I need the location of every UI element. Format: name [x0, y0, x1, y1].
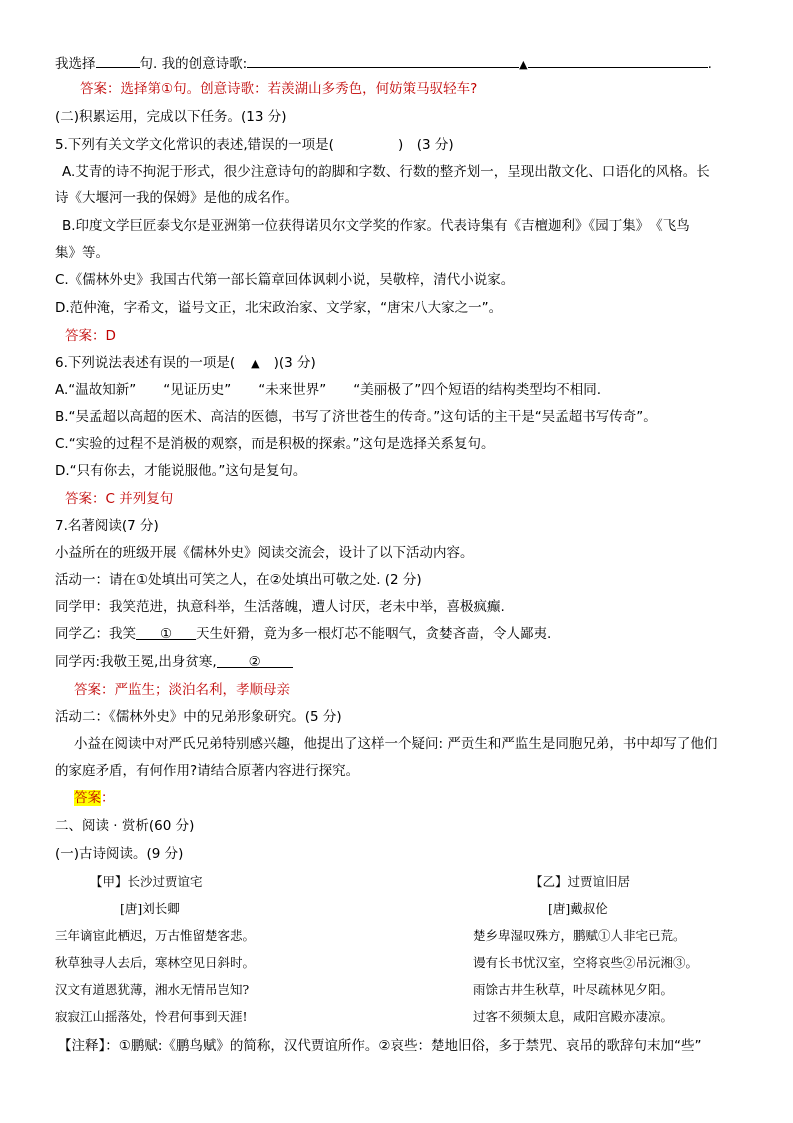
poem-b-line: 雨馀古井生秋草，叶尽疏林见夕阳。 [473, 982, 674, 997]
option-a: A.艾青的诗不拘泥于形式，很少注意诗句的韵脚和字数、行数的整齐划一，呈现出散文化、口语化的风格。长 [62, 164, 710, 180]
option-b: B.“吴孟超以高超的医术、高洁的医德，书写了济世苍生的传奇。”这句话的主干是“吴孟超书写传奇”。 [55, 409, 657, 425]
answer-text: 答案：D [65, 328, 116, 344]
blank[interactable] [247, 53, 519, 68]
question-5-stem: 5.下列有关文学文化常识的表述,错误的一项是( ) (3 分) [55, 137, 454, 153]
section-heading: (二)积累运用，完成以下任务。(13 分) [55, 109, 287, 125]
annotation-note: 【注释】：①鹏赋:《鹏鸟赋》的简称，汉代贾谊所作。②哀些：楚地旧俗，多于禁咒、哀吊的歌辞句末加“些” [58, 1038, 702, 1054]
answer-line: 我选择 句. 我的创意诗歌: ▲ . [55, 53, 712, 74]
option-c: C.《儒林外史》我国古代第一部长篇章回体讽刺小说，吴敬梓，清代小说家。 [55, 272, 515, 288]
blank-1[interactable]: ① [136, 625, 196, 640]
option-d: D.“只有你去，才能说服他。”这句是复句。 [55, 463, 307, 479]
triangle-icon: ▲ [519, 58, 528, 71]
section-heading: 二、阅读 · 赏析(60 分) [55, 818, 195, 834]
poem-a-author: [唐]刘长卿 [120, 901, 180, 916]
option-b: B.印度文学巨匠泰戈尔是亚洲第一位获得诺贝尔文学奖的作家。代表诗集有《吉檀迦利》《园丁集》 《飞鸟 [62, 218, 690, 234]
student-a: 同学甲：我笑范进，执意科举，生活落魄，遭人讨厌，老未中举，喜极疯癫. [55, 599, 505, 615]
blank[interactable] [528, 53, 708, 68]
poem-b-author: [唐]戴叔伦 [548, 901, 608, 916]
poem-b-title: 【乙】过贾谊旧居 [530, 874, 631, 889]
poem-b-line: 谩有长书忧汉室，空将哀些②吊沅湘③。 [473, 955, 699, 970]
poem-a-line: 秋草独寻人去后，寒林空见日斜时。 [55, 955, 256, 970]
student-c: 同学丙:我敬王冕,出身贫寒, ② [55, 653, 293, 671]
option-a: A.“温故知新” “见证历史” “未来世界” “美丽极了”四个短语的结构类型均不相同. [55, 382, 602, 398]
poem-a-line: 三年谪宦此栖迟，万古惟留楚客悲。 [55, 928, 256, 943]
question-7-title: 7.名著阅读(7 分) [55, 518, 159, 534]
answer-text: 答案：严监生；淡泊名利，孝顺母亲 [74, 682, 290, 698]
answer-label: 答案： [74, 790, 115, 806]
student-b: 同学乙：我笑 ① 天生奸猾，竟为多一根灯芯不能咽气，贪婪吝啬，令人鄙夷. [55, 626, 552, 642]
paragraph-cont: 的家庭矛盾，有何作用?请结合原著内容进行探究。 [55, 763, 360, 779]
activity-2: 活动二：《儒林外史》中的兄弟形象研究。(5 分) [55, 709, 342, 725]
section-subheading: (一)古诗阅读。(9 分) [55, 846, 184, 862]
question-7-intro: 小益所在的班级开展《儒林外史》阅读交流会，设计了以下活动内容。 [55, 545, 474, 561]
triangle-icon: ▲ [251, 357, 260, 370]
paragraph: 小益在阅读中对严氏兄弟特别感兴趣，他提出了这样一个疑问: 严贡生和严监生是同胞兄弟，书中却写了他们 [74, 736, 718, 752]
option-d: D.范仲淹，字希文，谥号文正，北宋政治家、文学家，“唐宋八大家之一”。 [55, 300, 503, 316]
poem-b-line: 楚乡卑湿叹殊方，鹏赋①人非宅已荒。 [473, 928, 686, 943]
blank[interactable] [96, 53, 140, 68]
poem-b-line: 过客不须频太息，咸阳宫殿亦凄凉。 [473, 1009, 674, 1024]
question-6-stem: 6.下列说法表述有误的一项是( ▲ )(3 分) [55, 355, 316, 371]
poem-a-line: 汉文有道恩犹薄，湘水无情吊岂知? [55, 982, 250, 997]
answer-text: 答案：C 并列复句 [65, 491, 174, 507]
blank-2[interactable]: ② [217, 653, 293, 668]
poem-a-line: 寂寂江山摇落处，怜君何事到天涯! [55, 1009, 248, 1024]
poem-a-title: 【甲】长沙过贾谊宅 [90, 874, 203, 889]
option-b-cont: 集》等。 [55, 245, 109, 261]
option-a-cont: 诗《大堰河一我的保姆》是他的成名作。 [55, 190, 298, 206]
activity-1: 活动一：请在①处填出可笑之人，在②处填出可敬之处. (2 分) [55, 572, 422, 588]
option-c: C.“实验的过程不是消极的观察，而是积极的探索。”这句是选择关系复句。 [55, 436, 495, 452]
answer-text: 答案：选择第①句。创意诗歌：若羡湖山多秀色，何妨策马驭轻车? [80, 81, 478, 97]
